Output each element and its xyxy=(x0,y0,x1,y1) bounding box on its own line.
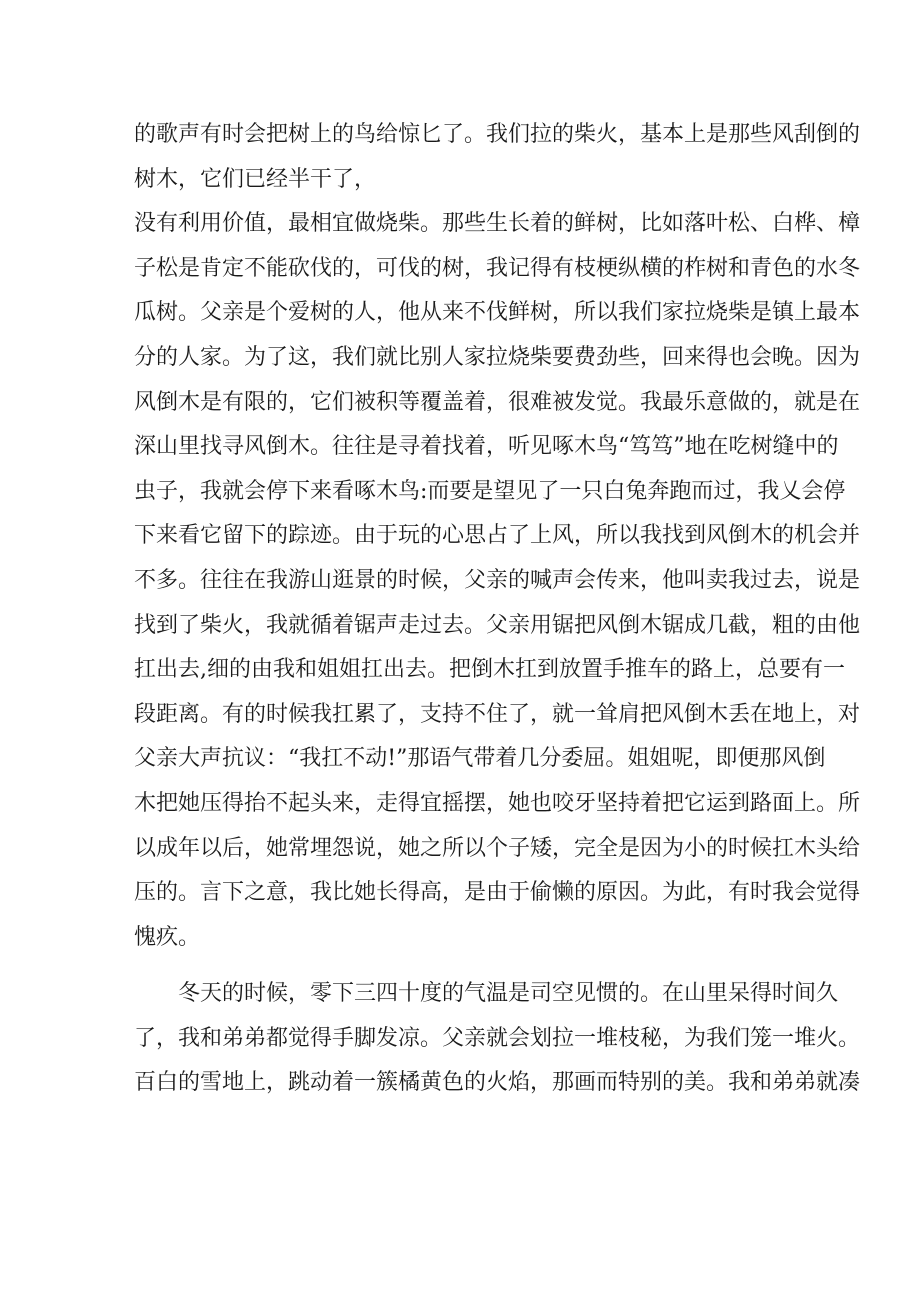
text-line: 树木，它们已经半干了， xyxy=(134,166,377,192)
text-line: 深山里找寻风倒木。往往是寻着找着，听见啄木鸟“笃笃”地在吃树缝中的 xyxy=(134,434,839,460)
text-line: 冬天的时候，零下三四十度的气温是司空见惯的。在山里呆得时间久 xyxy=(178,981,839,1007)
text-line: 以成年以后，她常埋怨说，她之所以个子矮，完全是因为小的时候扛木头给 xyxy=(134,835,861,861)
text-line: 了，我和弟弟都觉得手脚发凉。父亲就会划拉一堆枝秘，为我们笼一堆火。 xyxy=(134,1025,861,1051)
text-line: 木把她压得抬不起头来，走得宜摇摆，她也咬牙坚持着把它运到路面上。所 xyxy=(134,790,861,816)
text-line: 父亲大声抗议：“我扛不动!”那语气带着几分委屈。姐姐呢，即便那风倒 xyxy=(134,746,826,772)
text-line: 愧疚。 xyxy=(134,924,201,950)
text-line: 百白的雪地上，跳动着一簇橘黄色的火焰，那画而特别的美。我和弟弟就凑 xyxy=(134,1070,861,1096)
document-body xyxy=(134,113,861,1106)
text-line: 瓜树。父亲是个爱树的人，他从来不伐鲜树，所以我们家拉烧柴是镇上最本 xyxy=(134,300,861,326)
text-line: 段距离。有的时候我扛累了，支持不住了，就一耸肩把风倒木丢在地上，对 xyxy=(134,701,861,727)
text-line: 不多。往往在我游山逛景的时候，父亲的喊声会传来，他叫卖我过去，说是 xyxy=(134,567,861,593)
text-line: 扛出去,细的由我和姐姐扛出去。把倒木扛到放置手推车的路上，总要有一 xyxy=(134,657,845,683)
text-line: 虫子，我就会停下来看啄木鸟:而要是望见了一只白兔奔跑而过，我乂会停 xyxy=(134,478,846,504)
text-line: 的歌声有时会把树上的鸟给惊匕了。我们拉的柴火，基本上是那些风刮倒的 xyxy=(134,122,861,147)
text-line: 下来看它留下的踪迹。由于玩的心思占了上风，所以我找到风倒木的机会并 xyxy=(134,523,861,549)
text-line: 风倒木是有限的，它们被积等覆盖着，很难被发觉。我最乐意做的，就是在 xyxy=(134,389,861,415)
text-line: 找到了柴火，我就循着锯声走过去。父亲用锯把风倒木锯成几截，粗的由他 xyxy=(134,612,861,638)
text-line: 没有利用价值，最相宜做烧柴。那些生长着的鲜树，比如落叶松、白桦、樟 xyxy=(134,211,861,237)
text-line: 压的。言下之意，我比她长得高，是由于偷懒的原因。为此，有时我会觉得 xyxy=(134,880,861,906)
text-line: 分的人家。为了这，我们就比别人家拉烧柴要费劲些，回来得也会晚。因为 xyxy=(134,344,861,370)
text-line: 子松是肯定不能砍伐的，可伐的树，我记得有枝梗纵横的柞树和青色的水冬 xyxy=(134,255,861,281)
